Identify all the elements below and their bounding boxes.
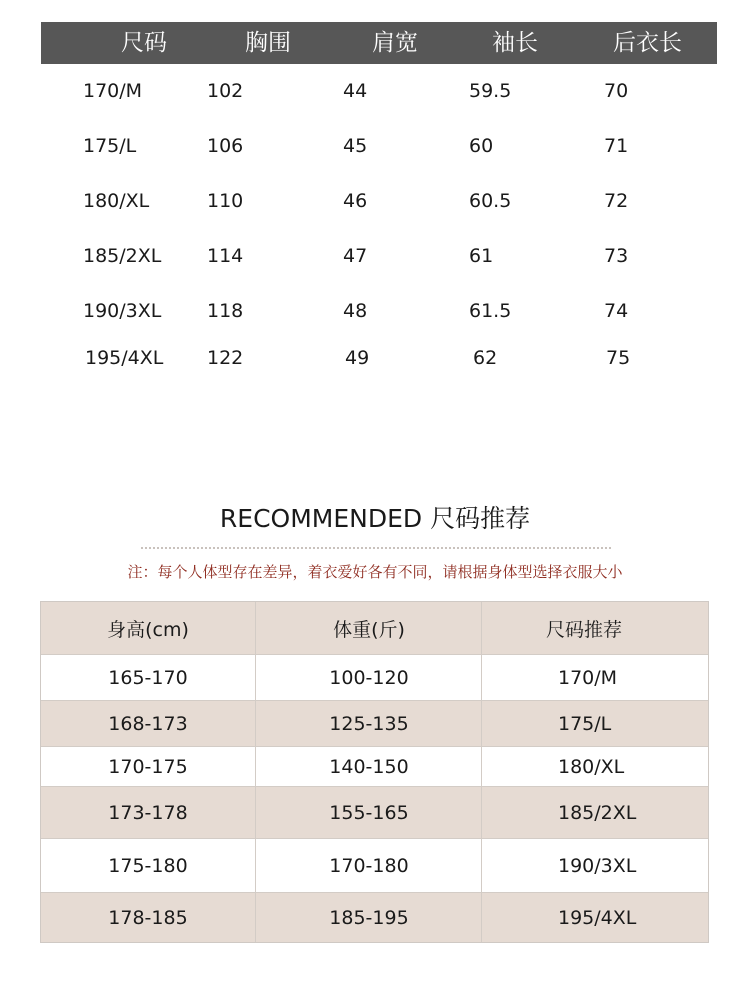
cell-chest: 102	[207, 80, 244, 102]
cell-recommended-size: 170/M	[481, 655, 708, 700]
cell-sleeve: 60.5	[469, 190, 512, 212]
cell-chest: 106	[207, 135, 244, 157]
cell-height: 173-178	[108, 801, 188, 824]
cell-sleeve: 61.5	[469, 300, 512, 322]
cell-back-length: 71	[604, 135, 629, 157]
table-header-row	[41, 602, 708, 655]
cell-sleeve: 59.5	[469, 80, 512, 102]
header-chest: 胸围	[245, 30, 291, 56]
recommended-title: RECOMMENDED 尺码推荐	[219, 504, 531, 533]
table-row	[41, 839, 708, 893]
cell-back-length: 72	[604, 190, 629, 212]
cell-recommended-size: 185/2XL	[481, 787, 708, 838]
header-sleeve: 袖长	[492, 30, 538, 56]
size-row	[0, 296, 750, 326]
header-back-length: 后衣长	[613, 30, 682, 56]
fit-note: 注：每个人体型存在差异，着衣爱好各有不同，请根据身体型选择衣服大小	[127, 563, 623, 581]
cell-sleeve: 62	[473, 347, 498, 369]
cell-weight: 155-165	[255, 787, 482, 838]
cell-chest: 114	[207, 245, 244, 267]
dotted-divider	[141, 547, 611, 549]
cell-height: 170-175	[108, 755, 188, 778]
table-row	[41, 787, 708, 839]
size-row	[0, 343, 750, 373]
cell-shoulder: 46	[343, 190, 368, 212]
cell-recommended-size: 175/L	[481, 701, 708, 746]
cell-shoulder: 44	[343, 80, 368, 102]
header-weight: 体重(斤)	[255, 602, 482, 654]
cell-height: 165-170	[108, 666, 188, 689]
cell-weight: 100-120	[255, 655, 482, 700]
header-height: 身高(cm)	[107, 618, 189, 641]
cell-size: 170/M	[83, 80, 143, 102]
size-row	[0, 76, 750, 106]
cell-back-length: 75	[606, 347, 631, 369]
cell-size: 180/XL	[83, 190, 150, 212]
cell-recommended-size: 190/3XL	[481, 839, 708, 892]
cell-back-length: 74	[604, 300, 629, 322]
cell-chest: 122	[207, 347, 244, 369]
cell-shoulder: 49	[345, 347, 370, 369]
table-row	[41, 655, 708, 701]
cell-chest: 110	[207, 190, 244, 212]
cell-height: 178-185	[108, 906, 188, 929]
table-row	[41, 893, 708, 942]
cell-size: 175/L	[83, 135, 137, 157]
cell-weight: 170-180	[255, 839, 482, 892]
cell-back-length: 73	[604, 245, 629, 267]
table-row	[41, 701, 708, 747]
cell-size: 190/3XL	[83, 300, 162, 322]
cell-shoulder: 48	[343, 300, 368, 322]
cell-chest: 118	[207, 300, 244, 322]
size-row	[0, 131, 750, 161]
cell-weight: 185-195	[255, 893, 482, 942]
header-shoulder: 肩宽	[372, 30, 418, 56]
cell-height: 168-173	[108, 712, 188, 735]
cell-sleeve: 60	[469, 135, 494, 157]
size-row	[0, 241, 750, 271]
cell-sleeve: 61	[469, 245, 494, 267]
recommendation-table	[40, 601, 709, 943]
cell-shoulder: 45	[343, 135, 368, 157]
cell-size: 195/4XL	[85, 347, 164, 369]
cell-recommended-size: 180/XL	[481, 747, 708, 786]
cell-back-length: 70	[604, 80, 629, 102]
header-size: 尺码	[121, 30, 167, 56]
cell-weight: 125-135	[255, 701, 482, 746]
header-recommended-size: 尺码推荐	[481, 602, 708, 654]
size-chart-header	[41, 22, 717, 64]
cell-height: 175-180	[108, 854, 188, 877]
cell-weight: 140-150	[255, 747, 482, 786]
cell-shoulder: 47	[343, 245, 368, 267]
table-row	[41, 747, 708, 787]
size-row	[0, 186, 750, 216]
cell-recommended-size: 195/4XL	[481, 893, 708, 942]
cell-size: 185/2XL	[83, 245, 162, 267]
